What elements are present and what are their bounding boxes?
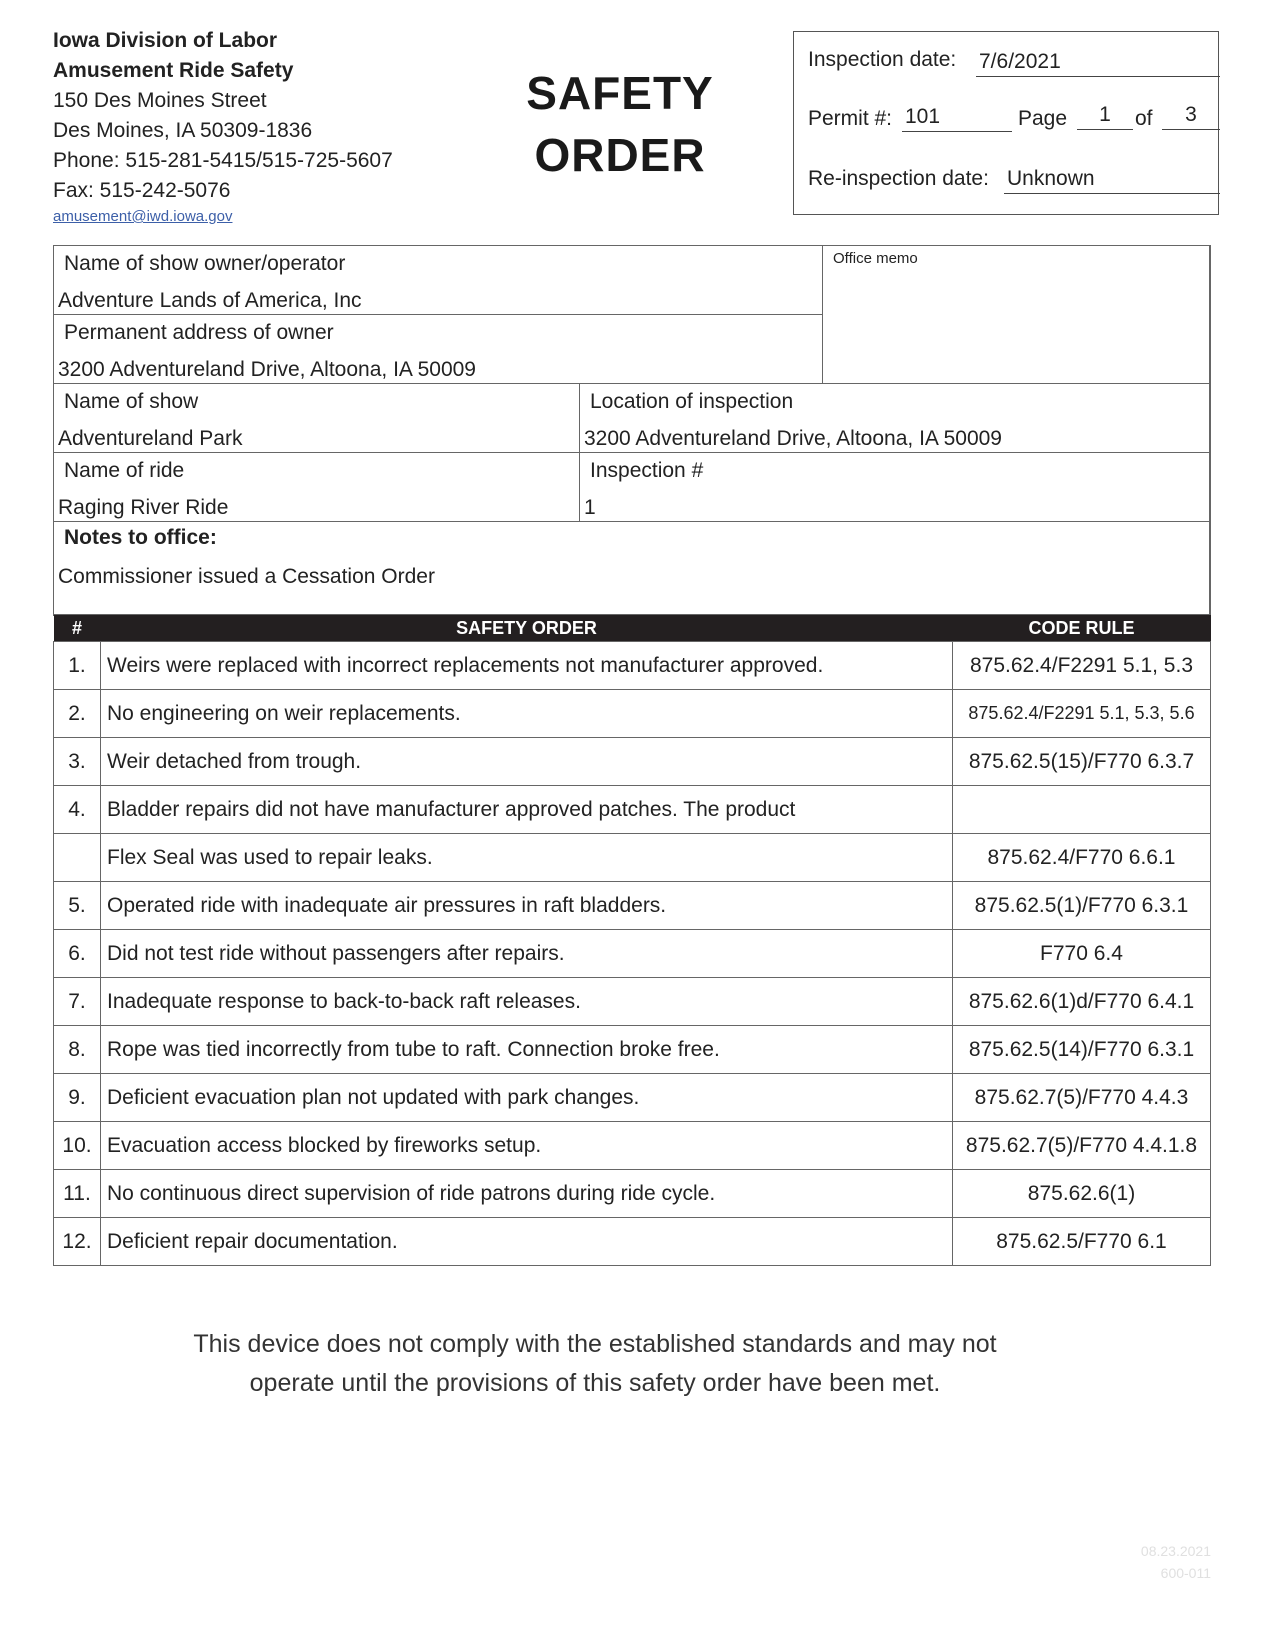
title-line-2: ORDER (534, 129, 706, 181)
row-num: 6. (54, 930, 101, 978)
address-cell (53, 314, 823, 384)
location-cell (579, 383, 1211, 453)
row-order-text: Inadequate response to back-to-back raft releases. (101, 978, 953, 1026)
agency-name: Iowa Division of Labor (53, 29, 278, 52)
agency-street: 150 Des Moines Street (53, 89, 267, 112)
ride-label: Name of ride (64, 459, 185, 482)
agency-city: Des Moines, IA 50309-1836 (53, 119, 313, 142)
row-order-text: Rope was tied incorrectly from tube to raft. Connection broke free. (101, 1026, 953, 1074)
row-num: 1. (54, 642, 101, 690)
reinspection-date-field[interactable]: Unknown (1004, 164, 1220, 194)
inspection-num-field[interactable]: 1 (584, 496, 596, 519)
col-header-order: SAFETY ORDER (101, 615, 953, 642)
row-code-rule: 875.62.4/F2291 5.1, 5.3, 5.6 (953, 690, 1211, 738)
inspection-info-box (793, 31, 1219, 215)
location-field[interactable]: 3200 Adventureland Drive, Altoona, IA 50009 (584, 427, 1002, 450)
row-code-rule: 875.62.5(14)/F770 6.3.1 (953, 1026, 1211, 1074)
compliance-line-2: operate until the provisions of this safety order have been met. (249, 1369, 941, 1397)
row-num: 8. (54, 1026, 101, 1074)
ride-cell (53, 452, 580, 522)
show-field[interactable]: Adventureland Park (58, 427, 243, 450)
row-order-text: Weirs were replaced with incorrect replacements not manufacturer approved. (101, 642, 953, 690)
of-label: of (1135, 107, 1153, 130)
table-row (54, 738, 1211, 786)
table-row (54, 930, 1211, 978)
page-total-field[interactable]: 3 (1162, 100, 1220, 130)
row-num: 9. (54, 1074, 101, 1122)
table-row (54, 978, 1211, 1026)
row-code-rule: 875.62.7(5)/F770 4.4.1.8 (953, 1122, 1211, 1170)
row-num: 10. (54, 1122, 101, 1170)
notes-field[interactable]: Commissioner issued a Cessation Order (58, 565, 435, 588)
owner-cell (53, 245, 823, 315)
row-code-rule: 875.62.5/F770 6.1 (953, 1218, 1211, 1266)
col-header-code: CODE RULE (953, 615, 1211, 642)
form-version-stamp (1100, 1540, 1211, 1584)
show-label: Name of show (64, 390, 199, 413)
ride-field[interactable]: Raging River Ride (58, 496, 229, 519)
office-memo-label: Office memo (833, 250, 918, 267)
inspection-num-label: Inspection # (590, 459, 704, 482)
agency-block (53, 26, 393, 228)
row-code-rule: 875.62.4/F770 6.6.1 (953, 834, 1211, 882)
page-title (500, 62, 740, 186)
permit-field[interactable]: 101 (902, 102, 1012, 132)
permit-label: Permit #: (808, 107, 893, 130)
compliance-line-1: This device does not comply with the established standards and may not (193, 1330, 997, 1358)
agency-fax: Fax: 515-242-5076 (53, 179, 231, 202)
row-code-rule: 875.62.7(5)/F770 4.4.3 (953, 1074, 1211, 1122)
row-order-text: Did not test ride without passengers after repairs. (101, 930, 953, 978)
form-number: 600-011 (1160, 1565, 1211, 1581)
owner-label: Name of show owner/operator (64, 252, 346, 275)
show-cell (53, 383, 580, 453)
owner-field[interactable]: Adventure Lands of America, Inc (58, 289, 362, 312)
reinspection-date-label: Re-inspection date: (808, 167, 989, 190)
agency-division: Amusement Ride Safety (53, 59, 294, 82)
agency-phone: Phone: 515-281-5415/515-725-5607 (53, 149, 393, 172)
row-order-text: Bladder repairs did not have manufacturer approved patches. The product (101, 786, 953, 834)
safety-order-table (53, 615, 1211, 1266)
col-header-num: # (54, 615, 101, 642)
inspection-date-field[interactable]: 7/6/2021 (976, 47, 1220, 77)
row-num: 2. (54, 690, 101, 738)
table-header-row (54, 615, 1211, 642)
row-num: 12. (54, 1218, 101, 1266)
inspection-date-label: Inspection date: (808, 48, 957, 71)
row-num (54, 834, 101, 882)
page-label: Page (1018, 107, 1068, 130)
row-code-rule: 875.62.6(1)d/F770 6.4.1 (953, 978, 1211, 1026)
notes-cell (53, 521, 1211, 616)
row-order-text: Deficient repair documentation. (101, 1218, 953, 1266)
page-field[interactable]: 1 (1077, 100, 1133, 130)
row-order-text: Evacuation access blocked by fireworks setup. (101, 1122, 953, 1170)
row-code-rule: 875.62.5(1)/F770 6.3.1 (953, 882, 1211, 930)
row-num: 7. (54, 978, 101, 1026)
row-num: 5. (54, 882, 101, 930)
compliance-statement (120, 1325, 1070, 1403)
table-row (54, 1026, 1211, 1074)
location-label: Location of inspection (590, 390, 794, 413)
table-row (54, 1122, 1211, 1170)
notes-label: Notes to office: (64, 526, 217, 549)
row-order-text: Weir detached from trough. (101, 738, 953, 786)
row-code-rule (953, 786, 1211, 834)
address-label: Permanent address of owner (64, 321, 334, 344)
ride-info-form (53, 245, 1210, 615)
table-row (54, 1218, 1211, 1266)
table-row (54, 1074, 1211, 1122)
row-order-text: Flex Seal was used to repair leaks. (101, 834, 953, 882)
table-row (54, 786, 1211, 834)
table-row (54, 690, 1211, 738)
inspection-num-cell (579, 452, 1211, 522)
address-field[interactable]: 3200 Adventureland Drive, Altoona, IA 50009 (58, 358, 476, 381)
row-code-rule: 875.62.4/F2291 5.1, 5.3 (953, 642, 1211, 690)
row-code-rule: 875.62.6(1) (953, 1170, 1211, 1218)
table-row (54, 642, 1211, 690)
row-order-text: Deficient evacuation plan not updated with park changes. (101, 1074, 953, 1122)
row-order-text: No continuous direct supervision of ride patrons during ride cycle. (101, 1170, 953, 1218)
row-order-text: Operated ride with inadequate air pressures in raft bladders. (101, 882, 953, 930)
table-row (54, 1170, 1211, 1218)
table-row (54, 834, 1211, 882)
row-code-rule: F770 6.4 (953, 930, 1211, 978)
table-row (54, 882, 1211, 930)
row-num: 11. (54, 1170, 101, 1218)
form-version-date: 08.23.2021 (1140, 1543, 1211, 1559)
row-code-rule: 875.62.5(15)/F770 6.3.7 (953, 738, 1211, 786)
row-num: 4. (54, 786, 101, 834)
title-line-1: SAFETY (526, 67, 714, 119)
row-order-text: No engineering on weir replacements. (101, 690, 953, 738)
agency-email-link[interactable]: amusement@iwd.iowa.gov (53, 208, 233, 225)
row-num: 3. (54, 738, 101, 786)
office-memo-cell[interactable] (822, 245, 1211, 384)
